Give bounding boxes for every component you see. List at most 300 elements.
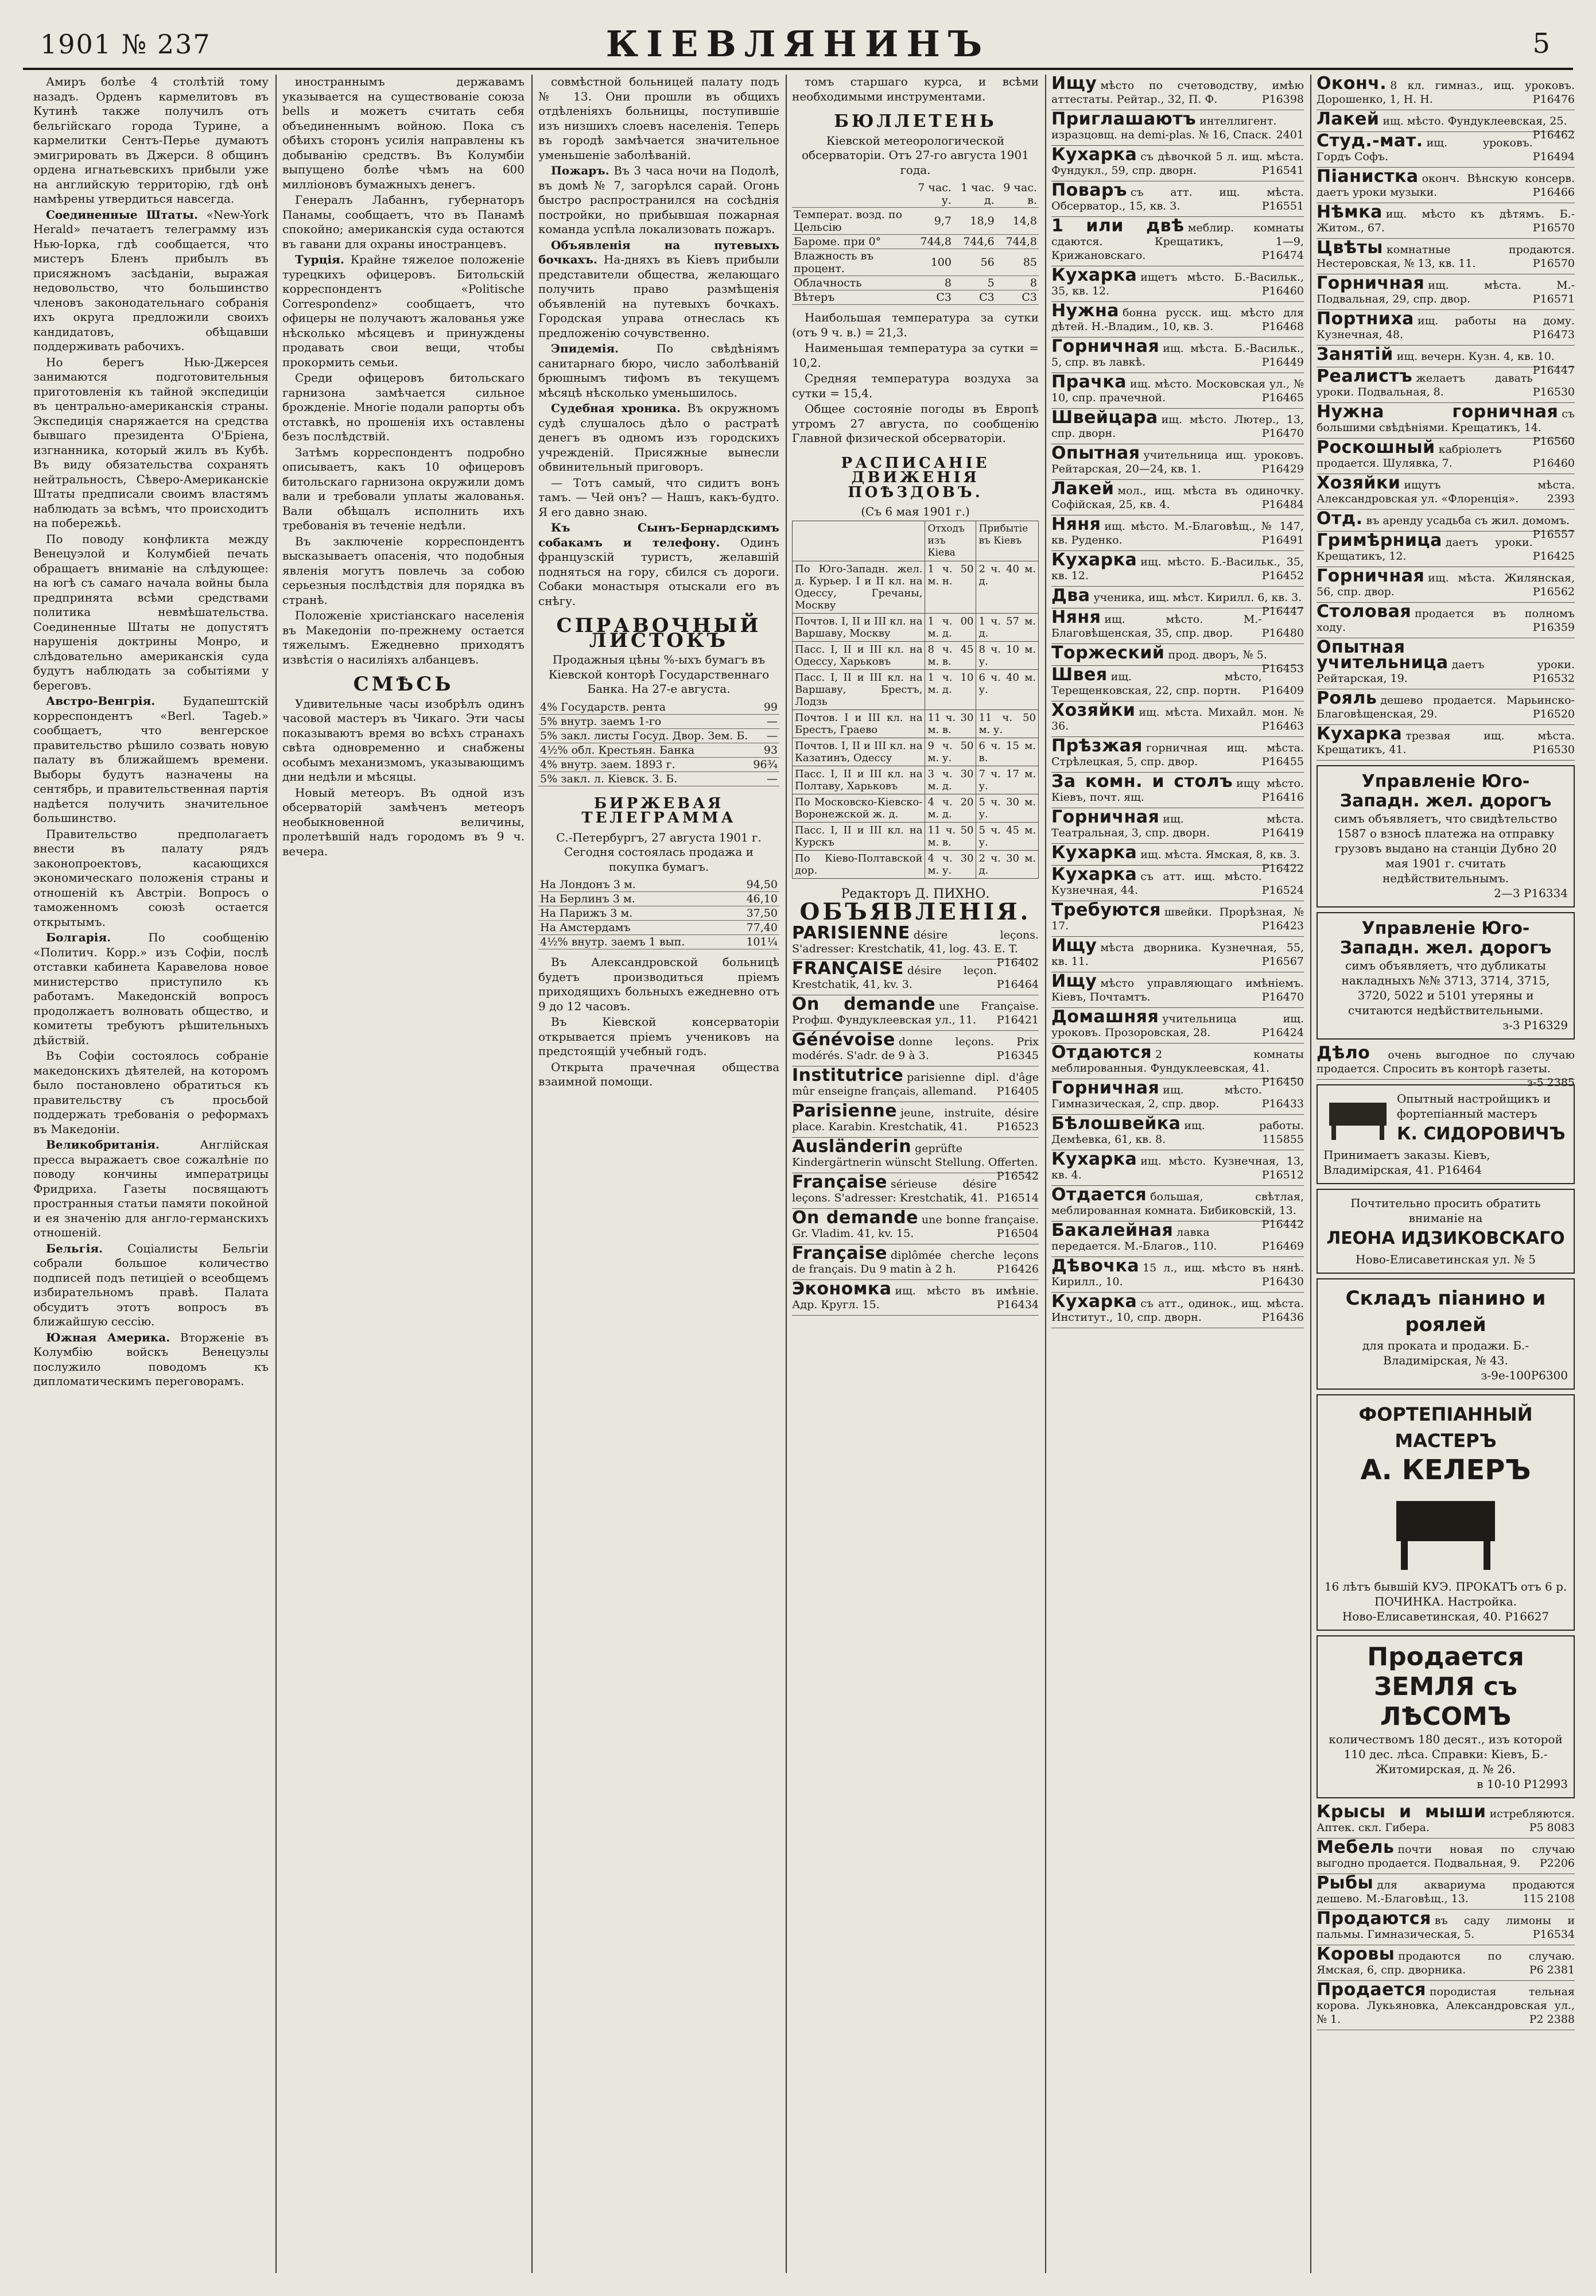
table-row (538, 771, 779, 786)
table-cell: 18,9 (953, 208, 996, 235)
ad-text: желаетъ давать уроки. Подвальная, 8. (1317, 372, 1533, 398)
article-text: Крайне тяжелое положеніе турецкихъ офицеровъ. Битольскій корреспондентъ «Politische Correspondenz» сообщаетъ, что офицеры не получаютъ жалованья уже нѣсколько мѣсяцевъ и принуждены продавать свои вещи, чтобы прокормить семьи. (282, 253, 525, 369)
classified-ad (1051, 773, 1304, 808)
ad-code: 115 2108 (1523, 1892, 1575, 1905)
ad-code: Р5 8083 (1529, 1821, 1575, 1834)
ad-keyword: Рояль (1317, 688, 1377, 708)
article-text: Затѣмъ корреспондентъ подробно описываетъ, какъ 10 офицеровъ битольскаго гарнизона окружили домъ вали и требовали уплаты жалованья. Вали обѣщалъ исполнить ихъ требованія въ теченіе недѣли. (282, 445, 525, 532)
ad-text: ищ. мѣсто. М.-Благовѣщенская, 35, спр. двор. (1051, 613, 1262, 639)
table-row (793, 794, 1039, 822)
ad-keyword: Два (1051, 585, 1090, 606)
ad-code: Р16460 (1532, 457, 1575, 470)
ad-text: продается въ полномъ ходу. (1317, 607, 1575, 634)
classified-ad (1317, 239, 1575, 274)
ad-text: ищ. мѣста. Михайл. мон. № 36. (1051, 706, 1304, 732)
classified-ad (1051, 937, 1304, 972)
ad-code: Р16423 (1261, 920, 1304, 932)
ad-text: ищ. мѣста. Б.-Васильк., 5, спр. въ лавкѣ. (1051, 342, 1304, 369)
article-text: «New-York Herald» печатаетъ телеграмму изъ Нью-Іорка, гдѣ сообщается, что мистеръ Бленъ прибылъ въ присяжномъ засѣданіи, выражая недовольство, что большинство членовъ законодательнаго собранія ихъ округа предложили своихъ кандидатовъ, обѣщавши поддерживать рабочихъ. (33, 207, 269, 353)
article-heading: Болгарія. (46, 930, 111, 944)
table-header: 1 час. д. (953, 181, 996, 208)
classified-ad (1051, 701, 1304, 737)
ad-keyword: Горничная (1051, 807, 1160, 827)
ad-keyword: Кухарка (1317, 724, 1403, 744)
classified-ad (1317, 1945, 1575, 1981)
ad-keyword: Дѣвочка (1051, 1256, 1140, 1276)
ad-text: бонна русск. ищ. мѣсто для дѣтей. Н.-Владим., 10, кв. 3. (1051, 307, 1304, 333)
ad-code: Р16512 (1261, 1169, 1304, 1181)
table-row (793, 822, 1039, 850)
article-paragraph (33, 1242, 269, 1329)
table-cell: Влажность въ процент. (792, 249, 910, 276)
ad-code: Р16470 (1261, 991, 1304, 1003)
ad-text: мѣста дворника. Кузнечная, 55, кв. 11. (1051, 941, 1304, 968)
ad-text: почти новая по случаю выгодно продается. Подвальная, 9. (1317, 1843, 1575, 1870)
ad-text: désire leçon. Krestchatik, 41, kv. 3. (792, 964, 997, 991)
table-cell: 2 ч. 40 м. д. (976, 561, 1039, 613)
classified-ad (1317, 725, 1575, 761)
ad-code: Р16469 (1261, 1240, 1304, 1252)
ad-code: Р16450 (1261, 1076, 1304, 1088)
ad-keyword: Приглашаютъ (1051, 109, 1197, 129)
reference-intro: Продажныя цѣны %-ыхъ бумагъ въ Кіевской конторѣ Государственнаго Банка. На 27-е августа. (548, 653, 770, 696)
ad-text: учительница ищ. уроковъ. Рейтарская, 20—24, кв. 1. (1051, 449, 1304, 475)
classified-ad (1317, 274, 1575, 310)
ad-text: лавка передается. М.-Благов., 110. (1051, 1226, 1217, 1252)
ad-delo: Дѣло очень выгодное по случаю продается. Спросить въ конторѣ газеты. з-5 2385 (1317, 1043, 1575, 1089)
column-1 (33, 75, 269, 2273)
ad-code: Р16433 (1261, 1097, 1304, 1110)
ad-keyword: Продается (1317, 1980, 1426, 2000)
ad-text: даетъ уроки. Крещатикъ, 12. (1317, 536, 1533, 563)
article-heading: Эпидемія. (551, 342, 619, 355)
ad-code: Р16562 (1532, 585, 1575, 598)
table-cell: Пасс. I, II и III кл. на Курскъ (793, 822, 925, 850)
table-cell: 94,50 (733, 878, 779, 892)
ad-text: ищетъ мѣсто. Б.-Васильк., 35, кв. 12. (1051, 271, 1304, 297)
ad-keyword: Лакей (1317, 109, 1380, 129)
ad-code: Р16557 (1532, 528, 1575, 541)
article-text: По свѣдѣніямъ санитарнаго бюро, число заболѣваній брюшнымъ тифомъ въ текущемъ мѣсяцѣ нѣсколько уменьшилось. (538, 342, 779, 400)
article-paragraph (282, 697, 525, 785)
ad-code: 115855 (1262, 1133, 1304, 1146)
column-divider (1310, 75, 1311, 2273)
ad-code: Р16425 (1532, 550, 1575, 563)
ad-text: ищ. мѣсто. Гимназическая, 2, спр. двор. (1051, 1084, 1262, 1110)
ad-keyword: Française (792, 1172, 887, 1192)
ad-text: 2 комнаты меблированныя. Фундуклеевская, 41. (1051, 1048, 1304, 1075)
ad-code: Р16436 (1261, 1311, 1304, 1324)
table-header: 9 час. в. (996, 181, 1039, 208)
ad-text: породистая тельная корова. Лукьяновка, Александровская ул., № 1. (1317, 1985, 1575, 2026)
ad-text: 8 кл. гимназ., ищ. уроковъ. Дорошенко, 1, Н. Н. (1317, 79, 1575, 106)
ad-code: Р16442 (1261, 1218, 1304, 1231)
table-row (538, 878, 779, 892)
ad-code: Р16359 (1532, 621, 1575, 634)
table-cell: Пасс. I, II и III кл. на Полтаву, Харьковъ (793, 766, 925, 794)
ad-code: Р2206 (1539, 1857, 1575, 1870)
table-cell: 744,8 (996, 235, 1039, 249)
table-cell: 5 ч. 45 м. у. (976, 822, 1039, 850)
article-heading: Соединенные Штаты. (46, 207, 198, 222)
classified-ad (1317, 310, 1575, 346)
article-text: Въ 3 часа ночи на Подолѣ, въ домѣ № 7, загорѣлся сарай. Огонь быстро распространился на сосѣднія постройки, но прибывшая пожарная команда успѣла локализовать пожаръ. (538, 164, 779, 236)
table-row (538, 921, 779, 935)
table-cell: — (751, 728, 779, 743)
exchange-intro: С.-Петербургъ, 27 августа 1901 г. Сегодня состоялась продажа и покупка бумагъ. (556, 830, 762, 874)
table-row (792, 249, 1039, 276)
ad-keyword: Швея (1051, 665, 1108, 685)
newspaper-title: КІЕВЛЯНИНЪ (605, 23, 991, 65)
ad-text: истребляются. Аптек. скл. Гибера. (1317, 1808, 1575, 1834)
column-6-ads-bottom (1317, 1803, 1575, 2030)
table-cell: 101¼ (733, 935, 779, 949)
ad-code: Р16409 (1261, 684, 1304, 697)
ad-text: donne leçons. Prix modérés. S'adr. de 9 à 3. (792, 1035, 1039, 1062)
article-paragraph (33, 75, 269, 207)
table-row (538, 728, 779, 743)
article-text: Въ Александровской больницѣ будетъ производиться пріемъ приходящихъ больныхъ ежедневно отъ 9 до 12 часовъ. (538, 955, 779, 1013)
ad-code: Р16468 (1261, 320, 1304, 333)
ad-code: Р16430 (1261, 1275, 1304, 1288)
ad-text: une Française. Proфш. Фундуклеевская ул., 11. (792, 999, 1039, 1026)
article-paragraph (538, 521, 779, 608)
article-text: Правительство предполагаетъ внести въ палату рядъ законопроектовъ, касающихся экономическаго положенія страны и отношеній къ Австріи. Вопросъ о таможенномъ союзѣ остается открытымъ. (33, 827, 269, 929)
ad-text: ищ. вечерн. Кузн. 4, кв. 10. (1396, 350, 1555, 363)
section-title-exchange: БИРЖЕВАЯ ТЕЛЕГРАММА (581, 794, 736, 827)
article-heading: Бельгія. (46, 1241, 103, 1255)
ad-text: интеллигент. изразцовщ. на demi-plas. № 16, Спаск. (1051, 115, 1277, 141)
table-row (538, 714, 779, 728)
ad-keyword: Нужна горничная (1317, 402, 1559, 422)
table-cell: 4½% обл. Крестьян. Банка (538, 743, 751, 757)
classified-ad (1317, 1874, 1575, 1910)
ad-text: une bonne française. Gr. Vladim. 41, kv. 15. (792, 1213, 1039, 1240)
ad-keyword: Студ.-мат. (1317, 131, 1423, 151)
table-row (793, 613, 1039, 641)
ad-keyword: Прачка (1051, 372, 1127, 392)
table-cell: 56 (953, 249, 996, 276)
column-3-notices (538, 955, 779, 1089)
table-row (792, 208, 1039, 235)
ad-text: ищ. работы. Демѣевка, 61, кв. 8. (1051, 1119, 1304, 1146)
article-paragraph (282, 371, 525, 444)
ad-keyword: Горничная (1317, 273, 1425, 293)
column-3-news (538, 75, 779, 608)
ad-keyword: Столовая (1317, 602, 1412, 622)
ad-text: ищ. мѣста. Ямская, 8, кв. 3. (1140, 848, 1300, 861)
table-row (538, 892, 779, 906)
column-6-ads-top (1317, 75, 1575, 761)
table-cell: 96¾ (751, 757, 779, 771)
ad-text: parisienne dipl. d'âge mûr enseigne français, allemand. (792, 1071, 1039, 1097)
table-row (538, 743, 779, 757)
table-row (538, 906, 779, 921)
weather-note: Средняя температура воздуха за сутки = 15,4. (792, 371, 1039, 400)
classified-ad (1317, 1910, 1575, 1945)
table-row (538, 700, 779, 715)
masthead (23, 23, 1573, 66)
piano-illustration (1388, 1490, 1503, 1576)
table-cell: Вѣтеръ (792, 290, 910, 305)
ad-keyword: Крысы и мыши (1317, 1802, 1486, 1822)
article-paragraph (538, 955, 779, 1014)
ad-code: Р16463 (1261, 720, 1304, 732)
ad-keyword: Домашняя (1051, 1007, 1159, 1027)
bulletin-subtitle: Кіевской метеорологической обсерваторіи. Отъ 27-го августа 1901 года. (802, 133, 1029, 177)
ad-keyword: Отдается (1051, 1185, 1147, 1205)
article-paragraph (33, 930, 269, 1048)
article-text: На-дняхъ въ Кіевъ прибыли представители общества, желающаго получить право размѣщенія объявленій на путевыхъ бочкахъ. Городская управа отнеслась къ предложенію сочувственно. (538, 253, 779, 340)
ad-code: Р16434 (996, 1298, 1039, 1311)
ad-keyword: Хозяйки (1317, 473, 1401, 493)
table-row (792, 235, 1039, 249)
table-cell: 5% внутр. заемъ 1-го (538, 714, 751, 728)
weather-note: Общее состояніе погоды въ Европѣ утромъ 27 августа, по сообщенію Главной физической обсерваторіи. (792, 402, 1039, 445)
ad-text: съ атт. ищ. мѣста. Обсерватор., 15, кв. 3. (1051, 186, 1304, 212)
ad-text: дешево продается. Марьинско-Благовѣщенская, 29. (1317, 694, 1575, 720)
ad-text: ищ. мѣсто. Фундуклеевская, 25. (1383, 115, 1567, 127)
ad-code: Р16551 (1261, 200, 1304, 212)
article-paragraph (33, 1331, 269, 1389)
schedule-title: РАСПИСАНІЕ ДВИЖЕНІЯ ПОѢЗДОВЪ. (841, 454, 990, 501)
article-paragraph (538, 401, 779, 475)
ad-code: Р16476 (1532, 93, 1575, 106)
ad-code: Р16465 (1261, 391, 1304, 404)
table-cell: 7 ч. 17 м. у. (976, 766, 1039, 794)
classified-ad (1051, 737, 1304, 773)
ad-keyword: Кухарка (1051, 550, 1137, 570)
ad-keyword: Поваръ (1051, 180, 1127, 200)
bulletin-title: БЮЛЛЕТЕНЬ (834, 111, 997, 131)
ad-text: ищ. мѣсто. Лютер., 13, спр. дворн. (1051, 413, 1304, 440)
table-cell: По Юго-Западн. жел. д. Курьер. I и II кл. на Одессу, Гречаны, Москву (793, 561, 925, 613)
classified-ad (1051, 338, 1304, 373)
table-row (793, 669, 1039, 709)
ad-text: оконч. Вѣнскую консерв. даетъ уроки музыки. (1317, 172, 1575, 199)
table-cell: 744,8 (910, 235, 953, 249)
table-cell: 93 (751, 743, 779, 757)
table-cell: — (751, 771, 779, 786)
table-cell: 5% закл. листы Госуд. Двор. Зем. Б. (538, 728, 751, 743)
classified-ad (1051, 1293, 1304, 1328)
ad-text: ученика, ищ. мѣст. Кирилл. 6, кв. 3. (1093, 591, 1302, 604)
table-cell: 1 ч. 00 м. д. (925, 613, 976, 641)
classified-ad (1317, 638, 1575, 689)
table-cell: 11 ч. 30 м. в. (925, 709, 976, 738)
article-heading: Судебная хроника. (551, 401, 681, 415)
column-4-top-text: томъ старшаго курса, и всѣми необходимыми инструментами. (792, 75, 1039, 103)
article-paragraph (33, 694, 269, 826)
column-2-articles (282, 75, 525, 667)
classified-ad (1051, 808, 1304, 844)
ad-text: для аквариума продаются дешево. М.-Благовѣщ., 13. (1317, 1879, 1575, 1905)
ad-text: ищ. мѣсто, Терещенковская, 22, спр. портн. (1051, 670, 1262, 697)
table-cell: 8 (996, 276, 1039, 290)
ad-keyword: Отд. (1317, 509, 1363, 529)
ads-title: ОБЪЯВЛЕНІЯ. (799, 898, 1031, 925)
table-row (792, 276, 1039, 290)
article-paragraph (282, 786, 525, 859)
ad-code: Р16520 (1532, 708, 1575, 720)
ad-code: Р16532 (1532, 672, 1575, 685)
table-row (793, 850, 1039, 878)
column-2-smes (282, 697, 525, 859)
ad-text: ищ. мѣста. Жилянская, 56, спр. двор. (1317, 572, 1575, 598)
ad-text: jeune, instruite, désire place. Karabin. Krestchatik, 41. (792, 1106, 1039, 1133)
ad-text: ищ. мѣста. Театральная, 3, спр. дворн. (1051, 813, 1304, 839)
section-title-reference: СПРАВОЧНЫЙ ЛИСТОКЪ (556, 614, 762, 652)
ad-code: Р16424 (1261, 1026, 1304, 1039)
ad-keyword: Реалистъ (1317, 366, 1413, 386)
ad-keyword: Кухарка (1051, 1292, 1137, 1312)
article-text: Положеніе христіанскаго населенія въ Македоніи по-прежнему остается тяжелымъ. Ежедневно приходятъ извѣстія о насиліяхъ албанцевъ. (282, 608, 525, 666)
ad-code: Р16571 (1532, 293, 1575, 305)
article-paragraph (33, 827, 269, 930)
table-cell: На Амстердамъ (538, 921, 733, 935)
article-text: Вторженіе въ Колумбію войскъ Венецуэлы послужило поводомъ къ дипломатическимъ переговорамъ. (33, 1330, 269, 1388)
ad-text: ищ. мѣсто въ имѣніе. Адр. Кругл. 15. (792, 1284, 1039, 1311)
ad-keyword: Нужна (1051, 301, 1119, 321)
column-6 (1317, 75, 1575, 2273)
table-cell: — (751, 714, 779, 728)
table-cell: 8 ч. 10 м. у. (976, 641, 1039, 669)
ad-keyword: Гримѣрница (1317, 530, 1442, 550)
classified-ad (1051, 1008, 1304, 1044)
classified-ad (1051, 901, 1304, 937)
ad-text: 15 л., ищ. мѣсто въ нянѣ. Кирилл., 10. (1051, 1262, 1304, 1288)
ad-keyword: Прѣзжая (1051, 736, 1143, 756)
classified-ad (1051, 444, 1304, 480)
article-heading: Объявленія на путевыхъ бочкахъ. (538, 238, 779, 266)
ad-code: Р16447 (1532, 364, 1575, 377)
classified-ad (1317, 168, 1575, 203)
ad-code: Р16455 (1261, 755, 1304, 768)
ad-keyword: 1 или двѣ (1051, 216, 1185, 236)
ad-text: ищ. уроковъ. Гордъ Софъ. (1317, 137, 1533, 163)
ad-keyword: Génévoise (792, 1029, 895, 1050)
ad-code: 2401 (1276, 129, 1304, 141)
article-text: Въ окружномъ судѣ слушалось дѣло о растратѣ денегъ въ одномъ изъ городскихъ учрежденій. Присяжные вынесли обвинительный приговоръ. (538, 401, 779, 474)
ad-keyword: Ищу (1051, 75, 1097, 94)
ad-keyword: Рыбы (1317, 1873, 1374, 1893)
table-cell: 1 ч. 57 м. д. (976, 613, 1039, 641)
ad-text: прод. дворъ, № 5. (1168, 649, 1267, 661)
classified-ad (792, 1209, 1039, 1244)
piano-tuner-ad: Опытный настройщикъ и фортепіанный мастеръ К. СИДОРОВИЧЪ Принимаетъ заказы. Кіевъ, Владимірская, 41. Р16464 (1317, 1084, 1575, 1184)
article-paragraph (538, 238, 779, 341)
table-cell: 6 ч. 15 м. в. (976, 738, 1039, 766)
classified-ad (792, 1280, 1039, 1316)
table-row (792, 290, 1039, 305)
article-text: совмѣстной больницей палату подъ № 13. Они прошли въ общихъ отдѣленіяхъ больницы, поступившіе изъ низшихъ слоевъ населенія. Теперь въ городѣ замѣчается значительное уменьшеніе заболѣваній. (538, 75, 779, 162)
ad-code: Р6 2381 (1529, 1964, 1575, 1976)
table-cell: 4 ч. 30 м. у. (925, 850, 976, 878)
classified-ad (1317, 1981, 1575, 2030)
ad-code: Р16426 (996, 1262, 1039, 1275)
table-cell: Облачность (792, 276, 910, 290)
ad-text: меблир. комнаты сдаются. Крещатикъ, 1—9, Крижановскаго. (1051, 222, 1304, 262)
classified-ad (1051, 515, 1304, 551)
ad-text: комнатные продаются. Нестеровская, № 13, кв. 11. (1317, 243, 1575, 270)
article-text: Но берегъ Нью-Джерсея занимаются подготовительныя приготовленія къ тайной экспедиціи въ центрально-американскія страны. Экспедиція снаряжается на средства бывшаго президента О'Бріена, изгнанника, который жилъ въ Кубѣ. Въ виду обязательства сохранять нейтральность, Сѣверо-Американскіе Штаты предписали своимъ властямъ наблюдать за всѣмъ, что происходитъ на побережьѣ. (33, 355, 269, 530)
railway-notice-1: Управленіе Юго-Западн. жел. дорогъ симъ объявляетъ, что свидѣтельство 1587 о взносѣ платежа на отправку грузовъ выдано на станціи Дубно 20 мая 1901 г. считать недѣйствительнымъ. 2—3 Р16334 (1317, 765, 1575, 907)
table-cell: Почтов. I и III кл. на Брестъ, Граево (793, 709, 925, 738)
table-cell: 9,7 (910, 208, 953, 235)
ad-text: désire leçons. S'adresser: Krestchatik, 41, log. 43. E. T. (792, 928, 1039, 955)
article-paragraph (282, 193, 525, 251)
ad-code: Р16570 (1532, 257, 1575, 270)
ad-code: Р16421 (996, 1013, 1039, 1026)
article-heading: Великобританія. (46, 1138, 160, 1151)
ad-text: въ аренду усадьба съ жил. домомъ. (1366, 514, 1570, 527)
article-text: Среди офицеровъ битольскаго гарнизона замѣчается сильное брожденіе. Многіе подали рапорты объ отставкѣ, но прошенія ихъ оставлены безъ послѣдствій. (282, 371, 525, 443)
classified-ad (1051, 373, 1304, 409)
table-cell: Почтов. I, II и III кл. на Варшаву, Москву (793, 613, 925, 641)
table-cell: 2 ч. 30 м. д. (976, 850, 1039, 878)
ad-keyword: FRANÇAISE (792, 958, 904, 979)
table-cell: Бароме. при 0° (792, 235, 910, 249)
article-text: Англійская пресса выражаетъ свое сожалѣніе по поводу кончины императрицы Фридриха. Газеты посвящаютъ пространныя статьи памяти покойной и ея значенію для англо-германскихъ отношеній. (33, 1138, 269, 1239)
classified-ad (1051, 75, 1304, 110)
article-paragraph (538, 342, 779, 400)
ad-code: Р16405 (996, 1084, 1039, 1097)
article-text: Одинъ французскій туристъ, желавшій подняться на гору, сбился съ дороги. Собаки монастыря отыскали его въ снѣгу. (538, 535, 779, 608)
exchange-table (538, 878, 779, 949)
ad-keyword: PARISIENNE (792, 922, 910, 943)
table-cell: 4 ч. 20 м. д. (925, 794, 976, 822)
table-row (793, 709, 1039, 738)
classified-ad (1051, 1257, 1304, 1293)
ad-text: sérieuse désire leçons. S'adresser: Krestchatik, 41. (792, 1177, 997, 1204)
ad-code: Р16462 (1532, 129, 1575, 141)
ad-text: съ атт., одинок., ищ. мѣста. Институт., 10, спр. дворн. (1051, 1297, 1304, 1324)
ad-keyword: Parisienne (792, 1100, 898, 1121)
ad-text: трезвая ищ. мѣста. Крещатикъ, 41. (1317, 730, 1575, 756)
table-header (792, 181, 910, 208)
table-cell: Почтов. I, II и III кл. на Казатинъ, Одессу (793, 738, 925, 766)
classified-ad (1051, 972, 1304, 1008)
ad-code: Р16514 (996, 1191, 1039, 1204)
land-sale-ad: Продается ЗЕМЛЯ съ ЛѢСОМЪ количествомъ 180 десят., изъ которой 110 дес. лѣса. Справки: Кіевъ, Б.-Житомирская, д. № 26. в 10-10 Р12993 (1317, 1635, 1575, 1798)
ad-text: даетъ уроки. Рейтарская, 19. (1317, 658, 1575, 685)
ad-code: Р16523 (996, 1120, 1039, 1133)
ad-keyword: Продаются (1317, 1909, 1431, 1929)
ad-text: съ большими свѣдѣніями. Крещатикъ, 14. (1317, 408, 1575, 434)
ad-code: Р16491 (1261, 534, 1304, 546)
table-cell: На Берлинъ 3 м. (538, 892, 733, 906)
article-text: Удивительные часы изобрѣлъ одинъ часовой мастеръ въ Чикаго. Эти часы показываютъ время во всѣхъ странахъ свѣта одновременно и снабжены особымъ механизмомъ, указывающимъ дни недѣли и мѣсяцы. (282, 696, 525, 784)
article-heading: Къ Сынъ-Бернардскимъ собакамъ и телефону. (538, 521, 779, 549)
article-paragraph (33, 355, 269, 531)
table-cell: С3 (953, 290, 996, 305)
table-header: 7 час. у. (910, 181, 953, 208)
ad-code: Р16530 (1532, 743, 1575, 756)
table-cell: На Парижъ 3 м. (538, 906, 733, 921)
ad-keyword: On demande (792, 1207, 918, 1228)
classified-ad (1051, 1150, 1304, 1186)
weather-notes (792, 311, 1039, 446)
table-header: Отходъ изъ Кіева (925, 521, 976, 561)
classified-ad (1317, 1839, 1575, 1874)
table-row (793, 766, 1039, 794)
ad-code: Р16530 (1532, 386, 1575, 398)
ad-code: Р16452 (1261, 569, 1304, 582)
article-paragraph (538, 1060, 779, 1089)
ad-keyword: Оконч. (1317, 75, 1387, 94)
ad-text: мол., ищ. мѣста въ одиночку. Софійская, 25, кв. 4. (1051, 484, 1304, 511)
piano-warehouse-ad: Складъ пiанино и роялей для проката и продажи. Б.-Владимірская, № 43. з-9е-100Р6300 (1317, 1278, 1575, 1390)
